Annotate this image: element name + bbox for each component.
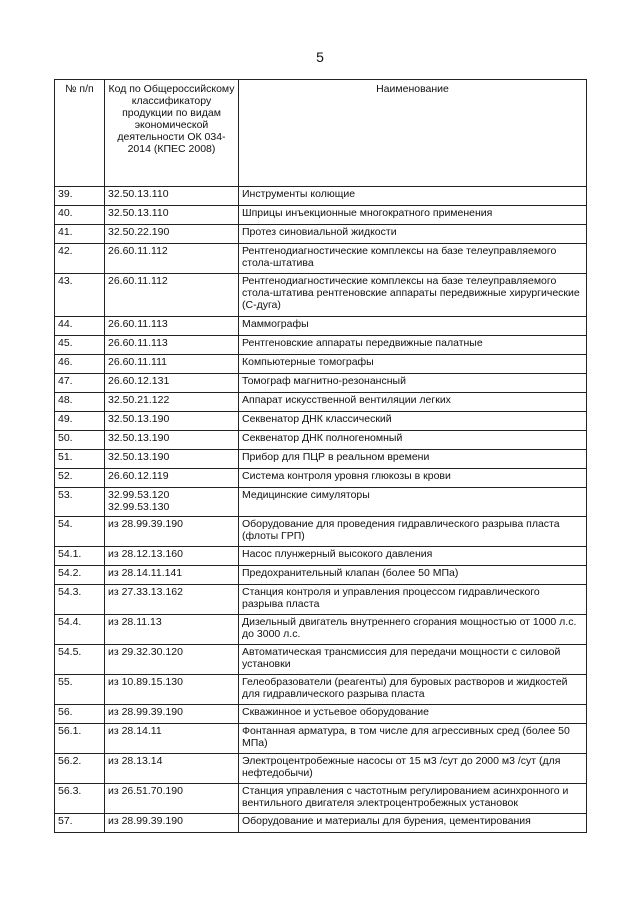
row-name: Оборудование для проведения гидравлического разрыва пласта (флоты ГРП) bbox=[239, 517, 587, 547]
row-name: Рентгеновские аппараты передвижные палатные bbox=[239, 336, 587, 355]
row-number: 54.1. bbox=[55, 547, 105, 566]
table-row bbox=[55, 206, 587, 225]
row-code bbox=[105, 469, 239, 488]
row-number: 44. bbox=[55, 317, 105, 336]
code-value: 32.50.13.110 bbox=[108, 207, 169, 219]
row-code bbox=[105, 225, 239, 244]
table-row bbox=[55, 393, 587, 412]
code-value: 26.60.11.112 bbox=[108, 245, 168, 257]
row-code bbox=[105, 431, 239, 450]
code-value: 32.50.22.190 bbox=[108, 226, 170, 238]
row-number: 50. bbox=[55, 431, 105, 450]
table-row bbox=[55, 244, 587, 274]
code-value: 32.99.53.120 bbox=[108, 489, 170, 501]
row-name: Шприцы инъекционные многократного применения bbox=[239, 206, 587, 225]
row-number: 42. bbox=[55, 244, 105, 274]
row-code bbox=[105, 274, 239, 317]
table-row bbox=[55, 547, 587, 566]
row-name: Станция управления с частотным регулированием асинхронного и вентильного двигателя электроцентробежных установок bbox=[239, 784, 587, 814]
row-name: Рентгенодиагностические комплексы на базе телеуправляемого стола-штатива рентгеновские аппараты передвижные хирургические (С-дуга) bbox=[239, 274, 587, 317]
table-row bbox=[55, 225, 587, 244]
row-code bbox=[105, 206, 239, 225]
table-row bbox=[55, 517, 587, 547]
row-name: Станция контроля и управления процессом гидравлического разрыва пласта bbox=[239, 585, 587, 615]
row-number: 56.2. bbox=[55, 754, 105, 784]
row-name: Насос плунжерный высокого давления bbox=[239, 547, 587, 566]
row-name: Компьютерные томографы bbox=[239, 355, 587, 374]
products-table bbox=[54, 79, 587, 833]
row-code bbox=[105, 645, 239, 675]
row-name: Скважинное и устьевое оборудование bbox=[239, 705, 587, 724]
table-row bbox=[55, 814, 587, 833]
code-value: из 29.32.30.120 bbox=[108, 646, 183, 658]
row-name: Автоматическая трансмиссия для передачи мощности с силовой установки bbox=[239, 645, 587, 675]
table-row bbox=[55, 566, 587, 585]
row-number: 55. bbox=[55, 675, 105, 705]
table-row bbox=[55, 469, 587, 488]
code-value: 26.60.11.113 bbox=[108, 337, 168, 349]
row-code bbox=[105, 187, 239, 206]
row-number: 53. bbox=[55, 488, 105, 517]
row-name: Дизельный двигатель внутреннего сгорания мощностью от 1000 л.с. до 3000 л.с. bbox=[239, 615, 587, 645]
row-code bbox=[105, 566, 239, 585]
row-code bbox=[105, 374, 239, 393]
table-row bbox=[55, 317, 587, 336]
row-name: Электроцентробежные насосы от 15 м3 /сут до 2000 м3 /сут (для нефтедобычи) bbox=[239, 754, 587, 784]
row-code bbox=[105, 336, 239, 355]
row-number: 52. bbox=[55, 469, 105, 488]
code-value: 26.60.12.119 bbox=[108, 470, 169, 482]
table-header-row bbox=[55, 80, 587, 187]
row-code bbox=[105, 517, 239, 547]
code-value: 26.60.12.131 bbox=[108, 375, 170, 387]
row-number: 40. bbox=[55, 206, 105, 225]
code-value: 26.60.11.113 bbox=[108, 318, 168, 330]
row-code bbox=[105, 547, 239, 566]
code-value: 32.99.53.130 bbox=[108, 501, 170, 513]
code-value: из 28.11.13 bbox=[108, 616, 162, 628]
table-row bbox=[55, 355, 587, 374]
row-name: Инструменты колющие bbox=[239, 187, 587, 206]
code-value: из 28.12.13.160 bbox=[108, 548, 183, 560]
row-number: 57. bbox=[55, 814, 105, 833]
code-value: из 28.99.39.190 bbox=[108, 706, 183, 718]
row-code bbox=[105, 814, 239, 833]
code-value: из 10.89.15.130 bbox=[108, 676, 183, 688]
row-number: 56. bbox=[55, 705, 105, 724]
row-code bbox=[105, 675, 239, 705]
row-number: 45. bbox=[55, 336, 105, 355]
row-code bbox=[105, 393, 239, 412]
table-row bbox=[55, 488, 587, 517]
code-value: из 28.14.11 bbox=[108, 725, 162, 737]
row-code bbox=[105, 754, 239, 784]
row-name: Предохранительный клапан (более 50 МПа) bbox=[239, 566, 587, 585]
row-name: Рентгенодиагностические комплексы на базе телеуправляемого стола-штатива bbox=[239, 244, 587, 274]
row-number: 43. bbox=[55, 274, 105, 317]
row-number: 54.5. bbox=[55, 645, 105, 675]
table-row bbox=[55, 585, 587, 615]
row-code bbox=[105, 450, 239, 469]
code-value: 26.60.11.112 bbox=[108, 275, 168, 287]
code-value: из 28.99.39.190 bbox=[108, 815, 183, 827]
row-code bbox=[105, 244, 239, 274]
row-name: Медицинские симуляторы bbox=[239, 488, 587, 517]
row-number: 51. bbox=[55, 450, 105, 469]
row-number: 39. bbox=[55, 187, 105, 206]
row-number: 54.4. bbox=[55, 615, 105, 645]
table-row bbox=[55, 615, 587, 645]
code-value: из 26.51.70.190 bbox=[108, 785, 183, 797]
row-code bbox=[105, 355, 239, 374]
code-value: 32.50.13.190 bbox=[108, 413, 170, 425]
row-code bbox=[105, 724, 239, 754]
row-code bbox=[105, 585, 239, 615]
header-number: № п/п bbox=[55, 80, 105, 187]
table-body bbox=[55, 187, 587, 833]
page-number: 5 bbox=[316, 49, 324, 65]
table-row bbox=[55, 336, 587, 355]
code-value: 32.50.13.190 bbox=[108, 432, 170, 444]
row-number: 49. bbox=[55, 412, 105, 431]
code-value: из 28.14.11.141 bbox=[108, 567, 183, 579]
row-code bbox=[105, 488, 239, 517]
row-number: 56.1. bbox=[55, 724, 105, 754]
table-row bbox=[55, 187, 587, 206]
code-value: из 28.99.39.190 bbox=[108, 518, 183, 530]
row-number: 46. bbox=[55, 355, 105, 374]
table-row bbox=[55, 645, 587, 675]
row-name: Система контроля уровня глюкозы в крови bbox=[239, 469, 587, 488]
row-code bbox=[105, 705, 239, 724]
row-name: Секвенатор ДНК классический bbox=[239, 412, 587, 431]
table-row bbox=[55, 274, 587, 317]
row-name: Оборудование и материалы для бурения, цементирования bbox=[239, 814, 587, 833]
row-number: 54.3. bbox=[55, 585, 105, 615]
row-code bbox=[105, 784, 239, 814]
row-number: 56.3. bbox=[55, 784, 105, 814]
row-number: 41. bbox=[55, 225, 105, 244]
row-code bbox=[105, 615, 239, 645]
table-row bbox=[55, 374, 587, 393]
table-row bbox=[55, 431, 587, 450]
row-number: 54.2. bbox=[55, 566, 105, 585]
code-value: 32.50.21.122 bbox=[108, 394, 170, 406]
row-number: 48. bbox=[55, 393, 105, 412]
row-name: Фонтанная арматура, в том числе для агрессивных сред (более 50 МПа) bbox=[239, 724, 587, 754]
header-name: Наименование bbox=[239, 80, 587, 187]
row-name: Аппарат искусственной вентиляции легких bbox=[239, 393, 587, 412]
code-value: из 27.33.13.162 bbox=[108, 586, 183, 598]
header-code: Код по Общероссийскому классификатору продукции по видам экономической деятельности ОК 034-2014 (КПЕС 2008) bbox=[105, 80, 239, 187]
row-number: 54. bbox=[55, 517, 105, 547]
row-code bbox=[105, 317, 239, 336]
table-row bbox=[55, 705, 587, 724]
code-value: из 28.13.14 bbox=[108, 755, 163, 767]
table-row bbox=[55, 724, 587, 754]
table-row bbox=[55, 784, 587, 814]
code-value: 26.60.11.111 bbox=[108, 356, 167, 368]
row-code bbox=[105, 412, 239, 431]
table-row bbox=[55, 412, 587, 431]
row-name: Прибор для ПЦР в реальном времени bbox=[239, 450, 587, 469]
table-row bbox=[55, 675, 587, 705]
code-value: 32.50.13.190 bbox=[108, 451, 170, 463]
table-row bbox=[55, 754, 587, 784]
row-name: Секвенатор ДНК полногеномный bbox=[239, 431, 587, 450]
row-name: Протез синовиальной жидкости bbox=[239, 225, 587, 244]
row-name: Гелеобразователи (реагенты) для буровых растворов и жидкостей для гидравлического разрыва пласта bbox=[239, 675, 587, 705]
row-number: 47. bbox=[55, 374, 105, 393]
code-value: 32.50.13.110 bbox=[108, 188, 169, 200]
table-row bbox=[55, 450, 587, 469]
row-name: Томограф магнитно-резонансный bbox=[239, 374, 587, 393]
row-name: Маммографы bbox=[239, 317, 587, 336]
